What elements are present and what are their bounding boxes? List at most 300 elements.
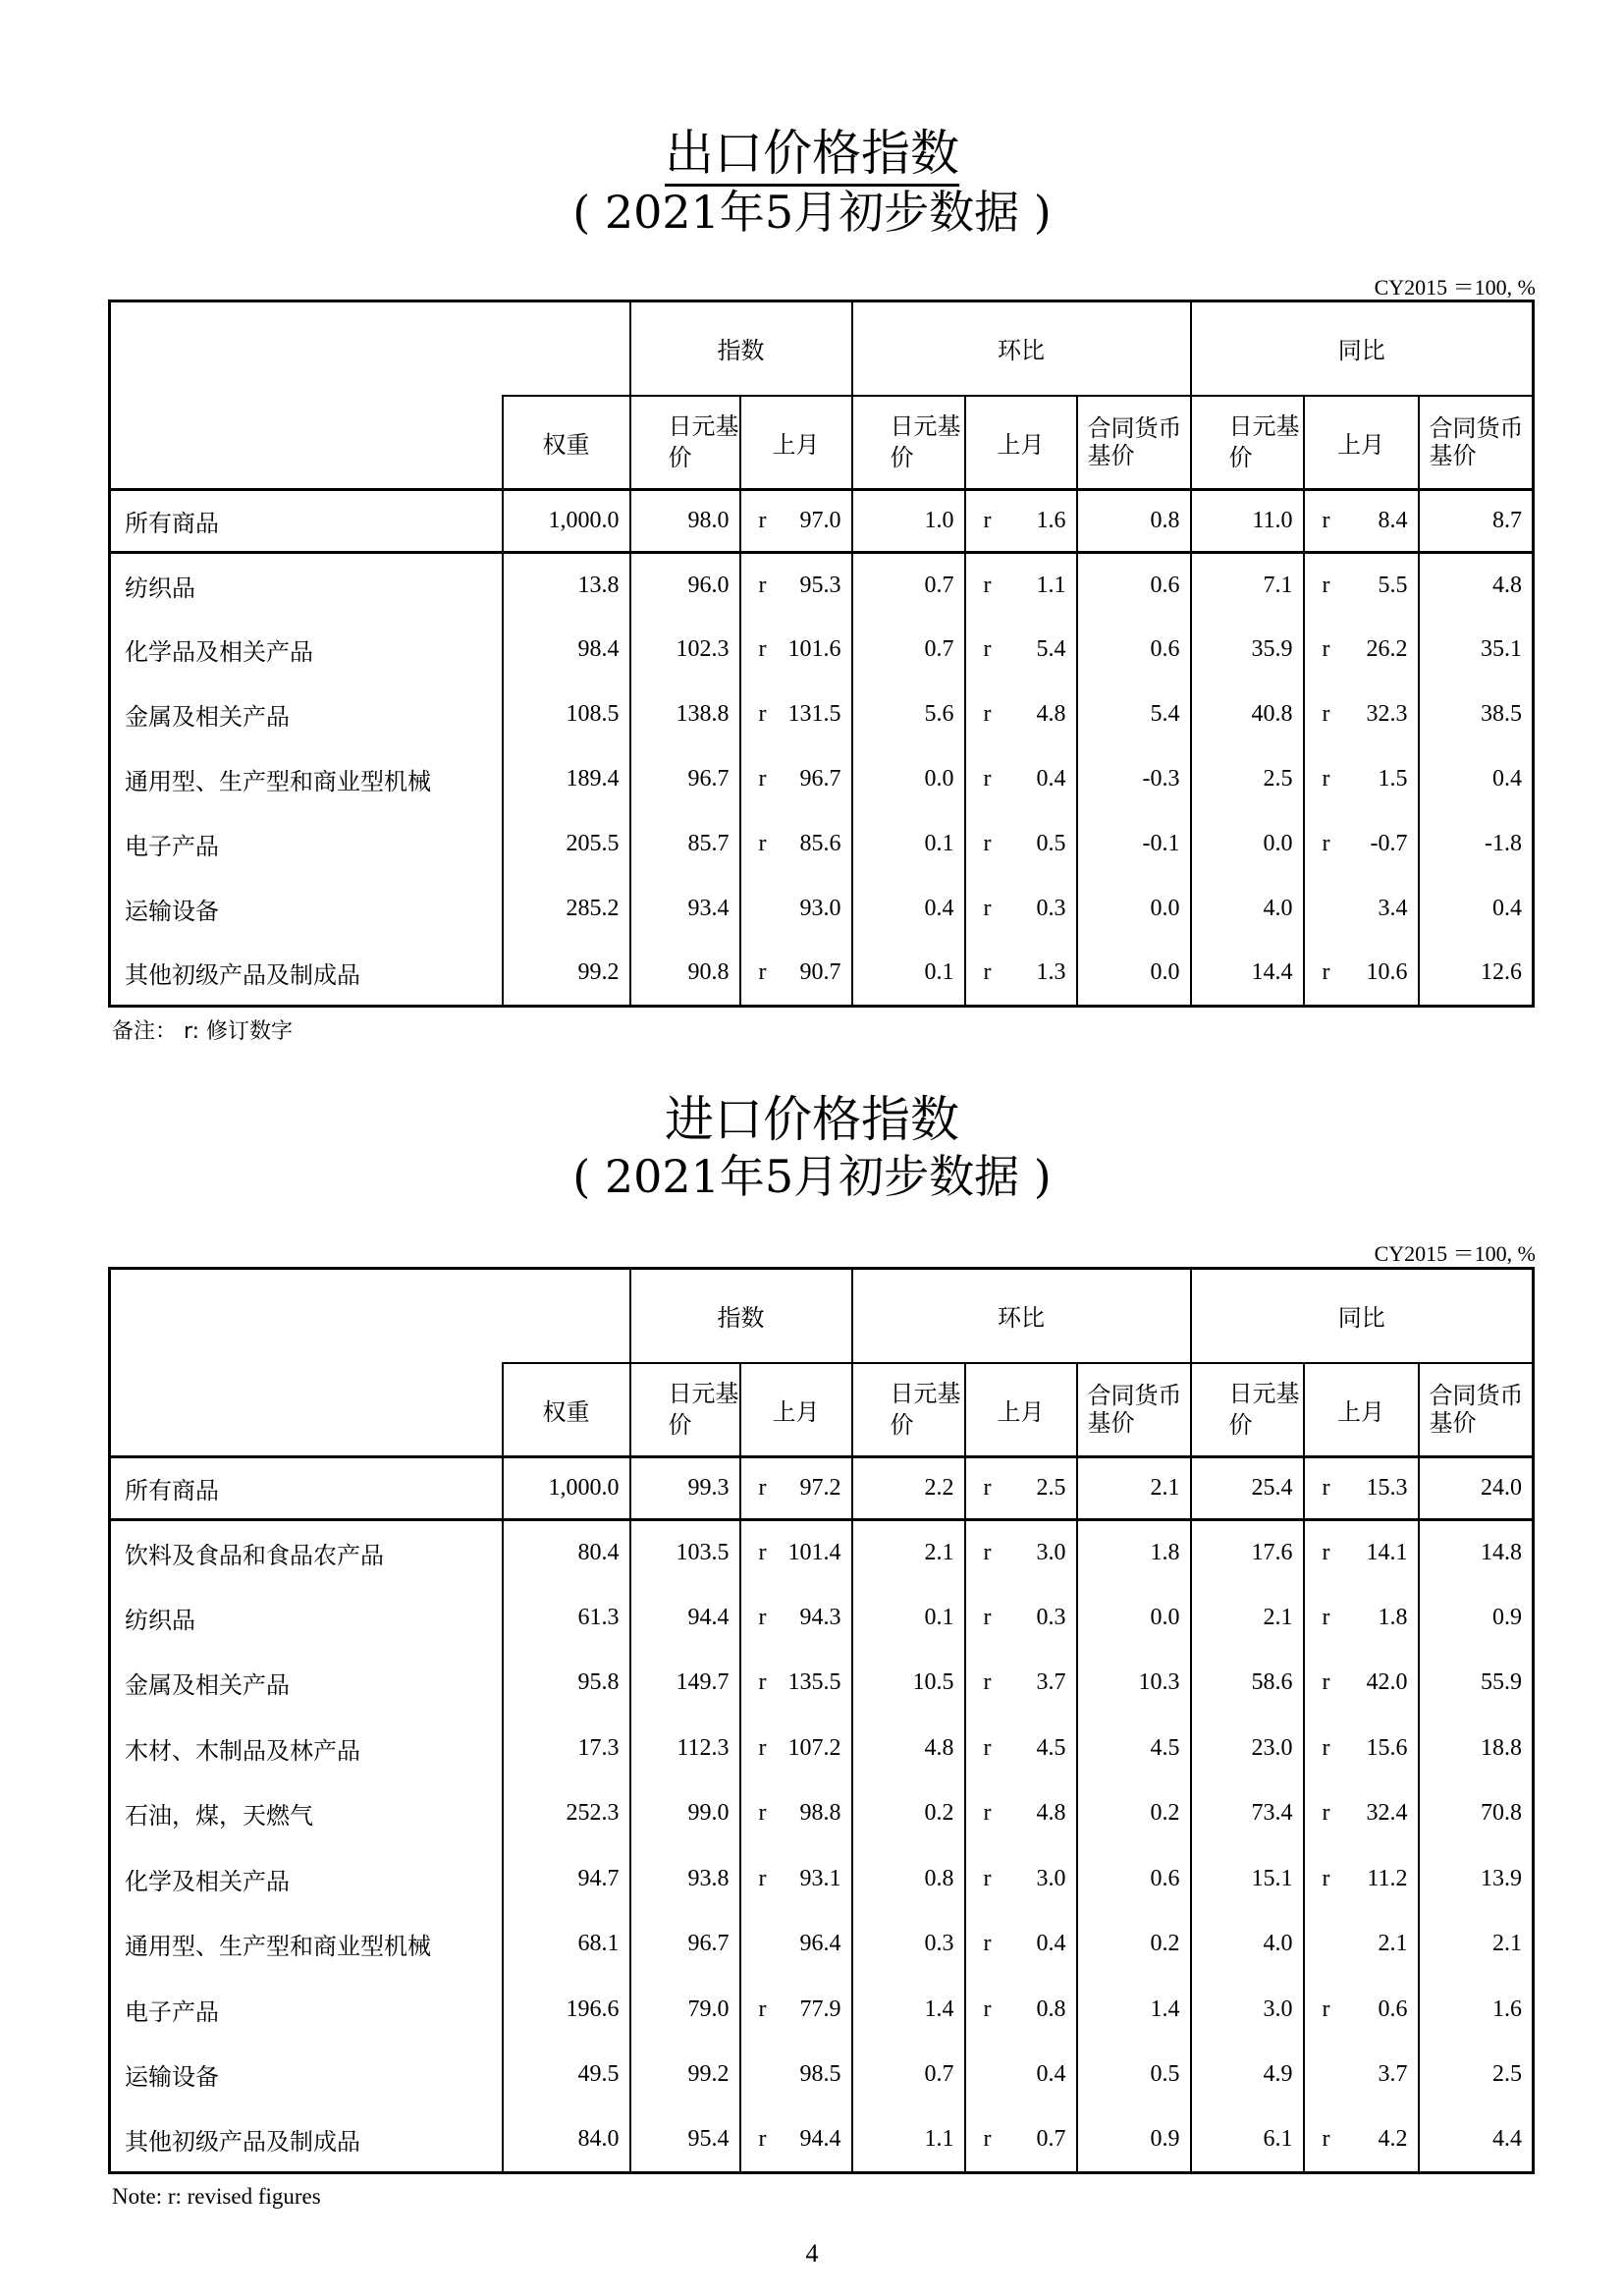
cell-yoy-prev: 42.0 — [1366, 1669, 1408, 1696]
cell-yoy-r: r — [1304, 942, 1345, 1007]
cell-yoy-cc: 0.9 — [1419, 1585, 1534, 1651]
cell-weight: 196.6 — [503, 1977, 630, 2043]
cell-idx-prev: 96.7 — [799, 766, 841, 792]
header-weight: 权重 — [503, 396, 630, 490]
cell-yoy-cc: 2.5 — [1419, 2043, 1534, 2108]
cell-mom-cc: 0.6 — [1077, 553, 1191, 618]
cell-yoy-r: r — [1304, 1977, 1345, 2043]
cell-idx: 94.4 — [630, 1585, 740, 1651]
cell-mom-prev: 0.5 — [1036, 831, 1066, 856]
table-row — [110, 812, 1534, 877]
cell-mom-r: r — [965, 1651, 1006, 1717]
export-subtitle: ( 2021年5月初步数据 ) — [572, 186, 1052, 239]
category-label: 运输设备 — [110, 877, 503, 942]
cell-yoy-r: r — [1304, 1846, 1345, 1912]
table-row — [110, 1977, 1534, 2043]
cell-idx: 99.0 — [630, 1781, 740, 1847]
cell-weight: 1,000.0 — [503, 1457, 630, 1520]
cell-mom: 0.1 — [852, 812, 965, 877]
cell-mom: 1.4 — [852, 1977, 965, 2043]
cell-mom-prev: 1.3 — [1006, 942, 1077, 1007]
cell-idx-r: r — [740, 1977, 782, 2043]
cell-mom: 2.2 — [852, 1457, 965, 1520]
table-row — [110, 1585, 1534, 1651]
export-unit: CY2015 ＝100, % — [1374, 275, 1536, 300]
export-title: 出口价格指数 — [0, 126, 1624, 181]
cell-idx-prev: 93.0 — [799, 896, 841, 921]
category-label: 通用型、生产型和商业型机械 — [110, 747, 503, 812]
category-label: 所有商品 — [110, 1457, 503, 1520]
header-contract-currency: 合同货币基价 — [1419, 396, 1534, 490]
cell-mom: 4.8 — [852, 1716, 965, 1781]
cell-idx-r: r — [740, 812, 782, 877]
cell-mom-prev: 5.4 — [1036, 636, 1066, 662]
table-row — [110, 747, 1534, 812]
cell-yoy-cc: 0.4 — [1419, 877, 1534, 942]
category-label: 通用型、生产型和商业型机械 — [110, 1912, 503, 1978]
table-row — [110, 553, 1534, 618]
cell-idx: 102.3 — [630, 618, 740, 683]
cell-mom-r: r — [965, 942, 1006, 1007]
cell-idx-prev: 85.6 — [799, 831, 841, 856]
cell-weight: 205.5 — [503, 812, 630, 877]
cell-weight: 49.5 — [503, 2043, 630, 2108]
cell-yoy-cc: 1.6 — [1419, 1977, 1534, 2043]
cell-idx-r: r — [740, 1457, 782, 1520]
cell-idx: 138.8 — [630, 683, 740, 747]
cell-yoy-prev: 26.2 — [1366, 636, 1408, 662]
table-row — [110, 683, 1534, 747]
cell-idx: 99.3 — [630, 1457, 740, 1520]
cell-idx-prev: 98.5 — [799, 2061, 841, 2088]
cell-mom-cc: 4.5 — [1077, 1716, 1191, 1781]
total-row — [110, 490, 1534, 553]
cell-yoy: 23.0 — [1191, 1716, 1304, 1781]
cell-yoy: 25.4 — [1191, 1457, 1304, 1520]
cell-idx: 103.5 — [630, 1520, 740, 1586]
category-label: 化学及相关产品 — [110, 1846, 503, 1912]
cell-yoy-cc: -1.8 — [1419, 812, 1534, 877]
cell-yoy-prev: 10.6 — [1345, 942, 1419, 1007]
category-label: 其他初级产品及制成品 — [110, 942, 503, 1007]
cell-yoy-prev: 32.4 — [1366, 1800, 1408, 1827]
cell-idx-prev: 77.9 — [799, 1995, 841, 2022]
cell-idx-r: r — [740, 2107, 782, 2173]
cell-idx-r: r — [740, 1846, 782, 1912]
header-yen-basis: 日元基价 — [630, 1363, 740, 1457]
cell-idx: 112.3 — [630, 1716, 740, 1781]
cell-idx-prev: 97.0 — [782, 490, 852, 553]
cell-yoy-cc: 8.7 — [1419, 490, 1534, 553]
cell-weight: 285.2 — [503, 877, 630, 942]
cell-mom: 0.7 — [852, 2043, 965, 2108]
cell-mom-cc: 0.2 — [1077, 1912, 1191, 1978]
cell-weight: 80.4 — [503, 1520, 630, 1586]
table-row — [110, 1912, 1534, 1978]
page-number: 4 — [805, 2239, 819, 2268]
cell-yoy: 58.6 — [1191, 1651, 1304, 1717]
cell-idx: 79.0 — [630, 1977, 740, 2043]
cell-mom-r: r — [965, 490, 1006, 553]
cell-yoy-cc: 0.4 — [1419, 747, 1534, 812]
header-yen-basis: 日元基价 — [852, 396, 965, 490]
category-label: 金属及相关产品 — [110, 1651, 503, 1717]
cell-yoy: 4.0 — [1191, 877, 1304, 942]
cell-idx-prev: 98.8 — [799, 1800, 841, 1827]
header-yen-basis: 日元基价 — [852, 1363, 965, 1457]
cell-mom-r: r — [965, 877, 1006, 942]
cell-yoy: 11.0 — [1191, 490, 1304, 553]
cell-mom-r: r — [965, 1585, 1006, 1651]
cell-yoy-r: r — [1304, 490, 1345, 553]
table-row — [110, 942, 1534, 1007]
cell-idx-prev: 95.3 — [799, 572, 841, 598]
total-row — [110, 1457, 1534, 1520]
category-label: 石油，煤，天燃气 — [110, 1781, 503, 1847]
header-contract-currency: 合同货币基价 — [1419, 1363, 1534, 1457]
cell-idx: 93.8 — [630, 1846, 740, 1912]
cell-mom-r: r — [965, 1716, 1006, 1781]
header-prev-month: 上月 — [740, 396, 852, 490]
header-prev-month: 上月 — [740, 1363, 852, 1457]
cell-mom-prev: 0.8 — [1036, 1995, 1066, 2022]
cell-yoy-r: r — [1304, 812, 1345, 877]
cell-mom-cc: 0.9 — [1077, 2107, 1191, 2173]
category-label: 木材、木制品及林产品 — [110, 1716, 503, 1781]
cell-idx: 99.2 — [630, 2043, 740, 2108]
export-note: 备注： r: 修订数字 — [112, 1019, 294, 1044]
cell-yoy-cc: 18.8 — [1419, 1716, 1534, 1781]
cell-yoy: 2.5 — [1191, 747, 1304, 812]
cell-mom-cc: -0.3 — [1077, 747, 1191, 812]
import-unit: CY2015 ＝100, % — [1374, 1241, 1536, 1266]
cell-mom-r: r — [965, 1912, 1006, 1978]
header-contract-currency: 合同货币基价 — [1077, 1363, 1191, 1457]
cell-yoy: 14.4 — [1191, 942, 1304, 1007]
cell-idx-r: r — [740, 490, 782, 553]
cell-weight: 252.3 — [503, 1781, 630, 1847]
cell-yoy-cc: 12.6 — [1419, 942, 1534, 1007]
cell-idx: 96.0 — [630, 553, 740, 618]
table-row — [110, 1520, 1534, 1586]
cell-mom: 1.1 — [852, 2107, 965, 2173]
category-label: 纺织品 — [110, 553, 503, 618]
cell-weight: 84.0 — [503, 2107, 630, 2173]
cell-idx-prev: 107.2 — [787, 1734, 841, 1761]
cell-mom-r — [965, 2043, 1006, 2108]
cell-weight: 94.7 — [503, 1846, 630, 1912]
cell-idx-r: r — [740, 1585, 782, 1651]
table-row — [110, 2043, 1534, 2108]
cell-idx-r — [740, 877, 782, 942]
cell-yoy-cc: 35.1 — [1419, 618, 1534, 683]
cell-yoy: 4.0 — [1191, 1912, 1304, 1978]
cell-idx-r: r — [740, 1781, 782, 1847]
cell-yoy-cc: 14.8 — [1419, 1520, 1534, 1586]
cell-idx-prev: 131.5 — [787, 701, 841, 727]
header-yoy: 同比 — [1191, 301, 1534, 396]
cell-yoy-r — [1304, 1912, 1345, 1978]
cell-mom: 0.1 — [852, 942, 965, 1007]
cell-yoy-r: r — [1304, 1651, 1345, 1717]
cell-mom-cc: -0.1 — [1077, 812, 1191, 877]
cell-mom-cc: 10.3 — [1077, 1651, 1191, 1717]
cell-idx-prev: 94.3 — [799, 1604, 841, 1630]
cell-mom: 0.3 — [852, 1912, 965, 1978]
cell-mom-prev: 0.4 — [1036, 766, 1066, 792]
cell-yoy-prev: 14.1 — [1366, 1540, 1408, 1565]
cell-idx-prev: 96.4 — [799, 1931, 841, 1957]
cell-mom-prev: 4.8 — [1036, 1800, 1066, 1827]
cell-yoy-cc: 13.9 — [1419, 1846, 1534, 1912]
cell-yoy-r: r — [1304, 1457, 1345, 1520]
cell-weight: 108.5 — [503, 683, 630, 747]
cell-yoy-r: r — [1304, 1585, 1345, 1651]
header-prev-month: 上月 — [1304, 396, 1419, 490]
category-label: 化学品及相关产品 — [110, 618, 503, 683]
cell-yoy: 7.1 — [1191, 553, 1304, 618]
cell-mom-cc: 0.2 — [1077, 1781, 1191, 1847]
cell-yoy: 0.0 — [1191, 812, 1304, 877]
cell-idx: 149.7 — [630, 1651, 740, 1717]
category-label: 金属及相关产品 — [110, 683, 503, 747]
cell-yoy-prev: 15.6 — [1366, 1734, 1408, 1761]
header-yoy: 同比 — [1191, 1269, 1534, 1363]
header-yen-basis: 日元基价 — [1191, 1363, 1304, 1457]
table-row — [110, 1781, 1534, 1847]
cell-weight: 1,000.0 — [503, 490, 630, 553]
cell-mom-cc: 0.0 — [1077, 877, 1191, 942]
cell-mom-prev: 4.8 — [1036, 701, 1066, 727]
cell-mom-cc: 1.8 — [1077, 1520, 1191, 1586]
cell-mom-prev: 3.7 — [1036, 1669, 1066, 1696]
cell-yoy-prev: 1.8 — [1378, 1604, 1408, 1630]
cell-yoy-prev: 3.4 — [1378, 896, 1408, 921]
cell-yoy-cc: 55.9 — [1419, 1651, 1534, 1717]
cell-mom-prev: 1.1 — [1036, 572, 1066, 598]
cell-yoy-r: r — [1304, 618, 1345, 683]
cell-mom-cc: 0.6 — [1077, 618, 1191, 683]
cell-yoy-r — [1304, 877, 1345, 942]
cell-mom: 0.7 — [852, 553, 965, 618]
table-row — [110, 1846, 1534, 1912]
cell-idx-prev: 97.2 — [782, 1457, 852, 1520]
cell-yoy-prev: 1.5 — [1378, 766, 1408, 792]
cell-yoy-r: r — [1304, 1520, 1345, 1586]
cell-idx: 93.4 — [630, 877, 740, 942]
header-yen-basis: 日元基价 — [1191, 396, 1304, 490]
category-label: 饮料及食品和食品农产品 — [110, 1520, 503, 1586]
export-price-table — [108, 300, 1535, 1008]
cell-mom-prev: 3.0 — [1036, 1540, 1066, 1565]
header-prev-month: 上月 — [965, 396, 1077, 490]
header-weight: 权重 — [503, 1363, 630, 1457]
cell-weight: 13.8 — [503, 553, 630, 618]
cell-idx: 96.7 — [630, 1912, 740, 1978]
cell-weight: 99.2 — [503, 942, 630, 1007]
cell-weight: 68.1 — [503, 1912, 630, 1978]
cell-mom-cc: 0.0 — [1077, 1585, 1191, 1651]
cell-yoy-prev: 11.2 — [1367, 1865, 1408, 1891]
cell-idx: 98.0 — [630, 490, 740, 553]
import-note: Note: r: revised figures — [112, 2184, 321, 2209]
cell-mom-r: r — [965, 1520, 1006, 1586]
cell-idx-r — [740, 2043, 782, 2108]
cell-yoy-prev: 5.5 — [1378, 572, 1408, 598]
category-label: 所有商品 — [110, 490, 503, 553]
cell-yoy-prev: 8.4 — [1345, 490, 1419, 553]
cell-mom-r: r — [965, 553, 1006, 618]
cell-mom: 0.7 — [852, 618, 965, 683]
cell-weight: 98.4 — [503, 618, 630, 683]
cell-mom: 5.6 — [852, 683, 965, 747]
cell-mom-r: r — [965, 2107, 1006, 2173]
cell-yoy: 6.1 — [1191, 2107, 1304, 2173]
cell-yoy: 40.8 — [1191, 683, 1304, 747]
cell-yoy-r: r — [1304, 683, 1345, 747]
cell-mom-r: r — [965, 683, 1006, 747]
cell-idx-r: r — [740, 747, 782, 812]
cell-yoy-r: r — [1304, 2107, 1345, 2173]
table-row — [110, 1716, 1534, 1781]
cell-yoy-r: r — [1304, 1781, 1345, 1847]
cell-idx-r: r — [740, 942, 782, 1007]
cell-weight: 189.4 — [503, 747, 630, 812]
cell-idx-prev: 101.4 — [787, 1540, 841, 1565]
cell-mom: 0.4 — [852, 877, 965, 942]
table-row — [110, 2107, 1534, 2173]
import-price-table — [108, 1267, 1535, 2174]
cell-idx-prev: 90.7 — [782, 942, 852, 1007]
cell-mom: 0.2 — [852, 1781, 965, 1847]
cell-mom: 0.1 — [852, 1585, 965, 1651]
cell-yoy-prev: 2.1 — [1378, 1931, 1408, 1957]
cell-weight: 61.3 — [503, 1585, 630, 1651]
table-row — [110, 877, 1534, 942]
cell-idx-r — [740, 1912, 782, 1978]
cell-yoy-prev: 3.7 — [1378, 2061, 1408, 2088]
category-label: 纺织品 — [110, 1585, 503, 1651]
cell-mom: 1.0 — [852, 490, 965, 553]
cell-yoy: 17.6 — [1191, 1520, 1304, 1586]
cell-yoy-cc: 70.8 — [1419, 1781, 1534, 1847]
cell-mom: 0.0 — [852, 747, 965, 812]
cell-mom-cc: 0.8 — [1077, 490, 1191, 553]
header-prev-month: 上月 — [965, 1363, 1077, 1457]
cell-idx: 96.7 — [630, 747, 740, 812]
cell-mom-r: r — [965, 747, 1006, 812]
cell-idx-r: r — [740, 1520, 782, 1586]
cell-yoy-cc: 24.0 — [1419, 1457, 1534, 1520]
cell-idx: 90.8 — [630, 942, 740, 1007]
cell-mom-r: r — [965, 1781, 1006, 1847]
header-index: 指数 — [630, 1269, 852, 1363]
header-contract-currency: 合同货币基价 — [1077, 396, 1191, 490]
cell-yoy: 15.1 — [1191, 1846, 1304, 1912]
cell-mom-cc: 1.4 — [1077, 1977, 1191, 2043]
cell-yoy: 35.9 — [1191, 618, 1304, 683]
cell-mom-cc: 0.5 — [1077, 2043, 1191, 2108]
cell-idx: 95.4 — [630, 2107, 740, 2173]
cell-idx-r: r — [740, 1651, 782, 1717]
cell-yoy-prev: 32.3 — [1366, 701, 1408, 727]
header-yen-basis: 日元基价 — [630, 396, 740, 490]
category-label: 电子产品 — [110, 812, 503, 877]
category-label: 其他初级产品及制成品 — [110, 2107, 503, 2173]
cell-yoy-cc: 38.5 — [1419, 683, 1534, 747]
cell-yoy-r: r — [1304, 553, 1345, 618]
cell-weight: 17.3 — [503, 1716, 630, 1781]
category-label: 运输设备 — [110, 2043, 503, 2108]
cell-mom: 2.1 — [852, 1520, 965, 1586]
cell-idx-prev: 101.6 — [787, 636, 841, 662]
cell-mom-prev: 0.7 — [1006, 2107, 1077, 2173]
cell-mom-cc: 5.4 — [1077, 683, 1191, 747]
cell-yoy: 3.0 — [1191, 1977, 1304, 2043]
cell-yoy-prev: -0.7 — [1370, 831, 1408, 856]
cell-idx: 85.7 — [630, 812, 740, 877]
cell-weight: 95.8 — [503, 1651, 630, 1717]
cell-idx-r: r — [740, 553, 782, 618]
cell-mom-r: r — [965, 618, 1006, 683]
header-prev-month: 上月 — [1304, 1363, 1419, 1457]
table-row — [110, 618, 1534, 683]
cell-mom-prev: 0.4 — [1036, 2061, 1066, 2088]
cell-yoy-r: r — [1304, 747, 1345, 812]
cell-mom-r: r — [965, 1977, 1006, 2043]
cell-mom: 10.5 — [852, 1651, 965, 1717]
cell-mom-prev: 0.3 — [1036, 1604, 1066, 1630]
cell-idx-prev: 93.1 — [799, 1865, 841, 1891]
cell-mom-r: r — [965, 812, 1006, 877]
cell-yoy-prev: 15.3 — [1345, 1457, 1419, 1520]
cell-mom-prev: 2.5 — [1006, 1457, 1077, 1520]
cell-mom-prev: 4.5 — [1036, 1734, 1066, 1761]
table-row — [110, 1651, 1534, 1717]
header-mom: 环比 — [852, 301, 1191, 396]
cell-mom-cc: 0.6 — [1077, 1846, 1191, 1912]
cell-yoy-r — [1304, 2043, 1345, 2108]
cell-yoy-prev: 4.2 — [1345, 2107, 1419, 2173]
cell-idx-r: r — [740, 683, 782, 747]
category-label: 电子产品 — [110, 1977, 503, 2043]
import-subtitle: ( 2021年5月初步数据 ) — [572, 1150, 1052, 1203]
header-index: 指数 — [630, 301, 852, 396]
cell-mom-prev: 1.6 — [1006, 490, 1077, 553]
cell-yoy-cc: 4.4 — [1419, 2107, 1534, 2173]
cell-yoy: 2.1 — [1191, 1585, 1304, 1651]
import-title: 进口价格指数 — [665, 1091, 959, 1148]
cell-mom-prev: 0.3 — [1036, 896, 1066, 921]
cell-idx-r: r — [740, 618, 782, 683]
cell-yoy-r: r — [1304, 1716, 1345, 1781]
cell-mom-prev: 0.4 — [1036, 1931, 1066, 1957]
cell-idx-prev: 94.4 — [782, 2107, 852, 2173]
cell-idx-r: r — [740, 1716, 782, 1781]
cell-idx-prev: 135.5 — [787, 1669, 841, 1696]
cell-mom-cc: 0.0 — [1077, 942, 1191, 1007]
cell-yoy-cc: 2.1 — [1419, 1912, 1534, 1978]
cell-mom-prev: 3.0 — [1036, 1865, 1066, 1891]
cell-mom-cc: 2.1 — [1077, 1457, 1191, 1520]
cell-mom-r: r — [965, 1846, 1006, 1912]
header-mom: 环比 — [852, 1269, 1191, 1363]
cell-mom: 0.8 — [852, 1846, 965, 1912]
cell-mom-r: r — [965, 1457, 1006, 1520]
cell-yoy: 73.4 — [1191, 1781, 1304, 1847]
cell-yoy: 4.9 — [1191, 2043, 1304, 2108]
cell-yoy-prev: 0.6 — [1378, 1995, 1408, 2022]
